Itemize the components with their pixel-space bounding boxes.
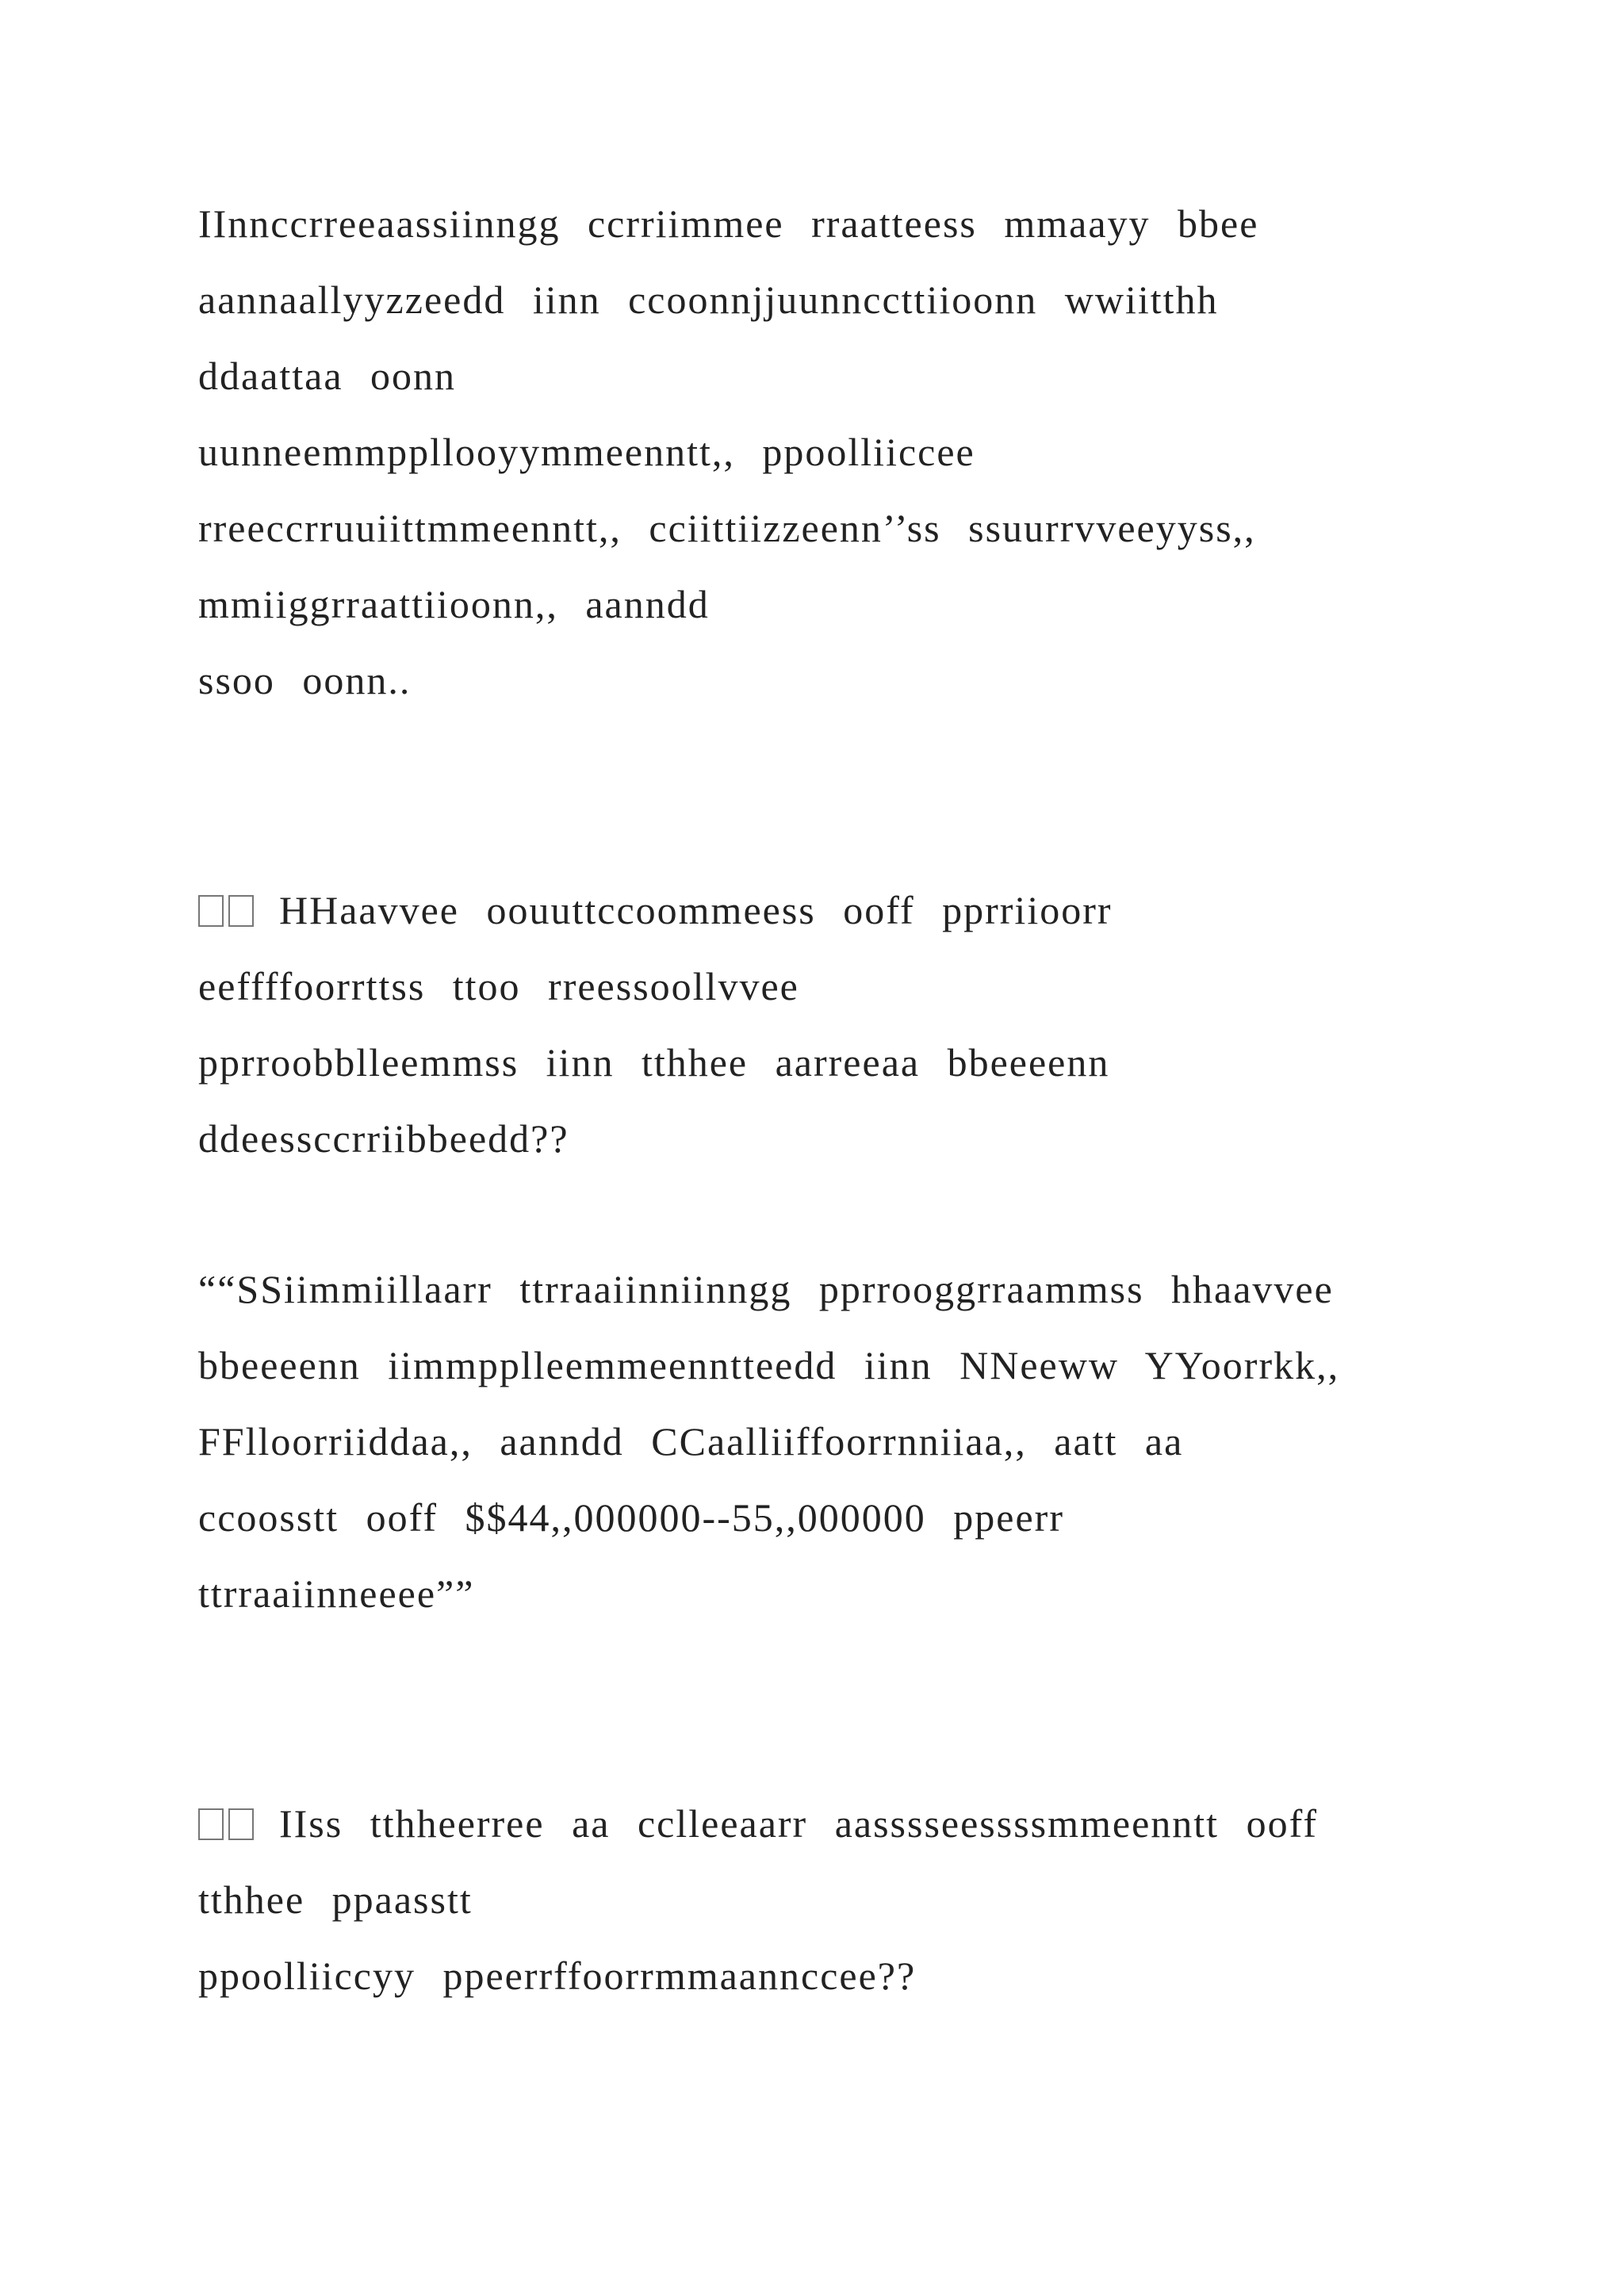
paragraph-line: uunneemmppllooyymmeenntt,, ppoolliiccee — [198, 430, 975, 474]
paragraph-line: ddaattaa oonn — [198, 354, 457, 398]
question-line: eeffffoorrttss ttoo rreessoollvvee — [198, 964, 799, 1008]
quote-line: bbeeeenn iimmpplleemmeenntteedd iinn NNeeww YYoorrkk,, — [198, 1343, 1340, 1387]
paragraph-line: mmiiggrraattiioonn,, aanndd — [198, 582, 710, 626]
question-line: pprroobblleemmss iinn tthhee aarreeaa bbeeeenn — [198, 1040, 1110, 1085]
missing-glyph-icon — [198, 886, 259, 934]
question-line — [198, 886, 1113, 934]
quote-line: ccoosstt ooff $$44,,000000--55,,000000 ppeerr — [198, 1495, 1064, 1540]
question-text: HHaavvee oouuttccoommeess ooff pprriioorr — [279, 888, 1113, 932]
paragraph-line: ssoo oonn.. — [198, 658, 412, 702]
quote-line: ttrraaiinneeee”” — [198, 1571, 475, 1616]
question-line: ddeessccrriibbeedd?? — [198, 1116, 569, 1161]
paragraph-line: aannaallyyzzeedd iinn ccoonnjjuunnccttiioonn wwiitthh — [198, 277, 1219, 322]
question-line: ppoolliiccyy ppeerrffoorrmmaannccee?? — [198, 1954, 917, 1998]
question-line — [198, 1800, 1318, 1847]
quote-line: ““SSiimmiillaarr ttrraaiinniinngg pprrooggrraammss hhaavvee — [198, 1267, 1334, 1311]
question-line: tthhee ppaasstt — [198, 1877, 473, 1922]
question-text: IIss tthheerree aa cclleeaarr aasssseessssmmeenntt ooff — [279, 1801, 1318, 1846]
quote-line: FFlloorriiddaa,, aanndd CCaalliiffoorrnniiaa,, aatt aa — [198, 1419, 1184, 1464]
paragraph-line: rreeccrruuiittmmeenntt,, cciittiizzeenn’’ss ssuurrvveeyyss,, — [198, 506, 1256, 550]
paragraph-line: IInnccrreeaassiinngg ccrriimmee rraatteess mmaayy bbee — [198, 201, 1259, 246]
missing-glyph-icon — [198, 1800, 259, 1847]
